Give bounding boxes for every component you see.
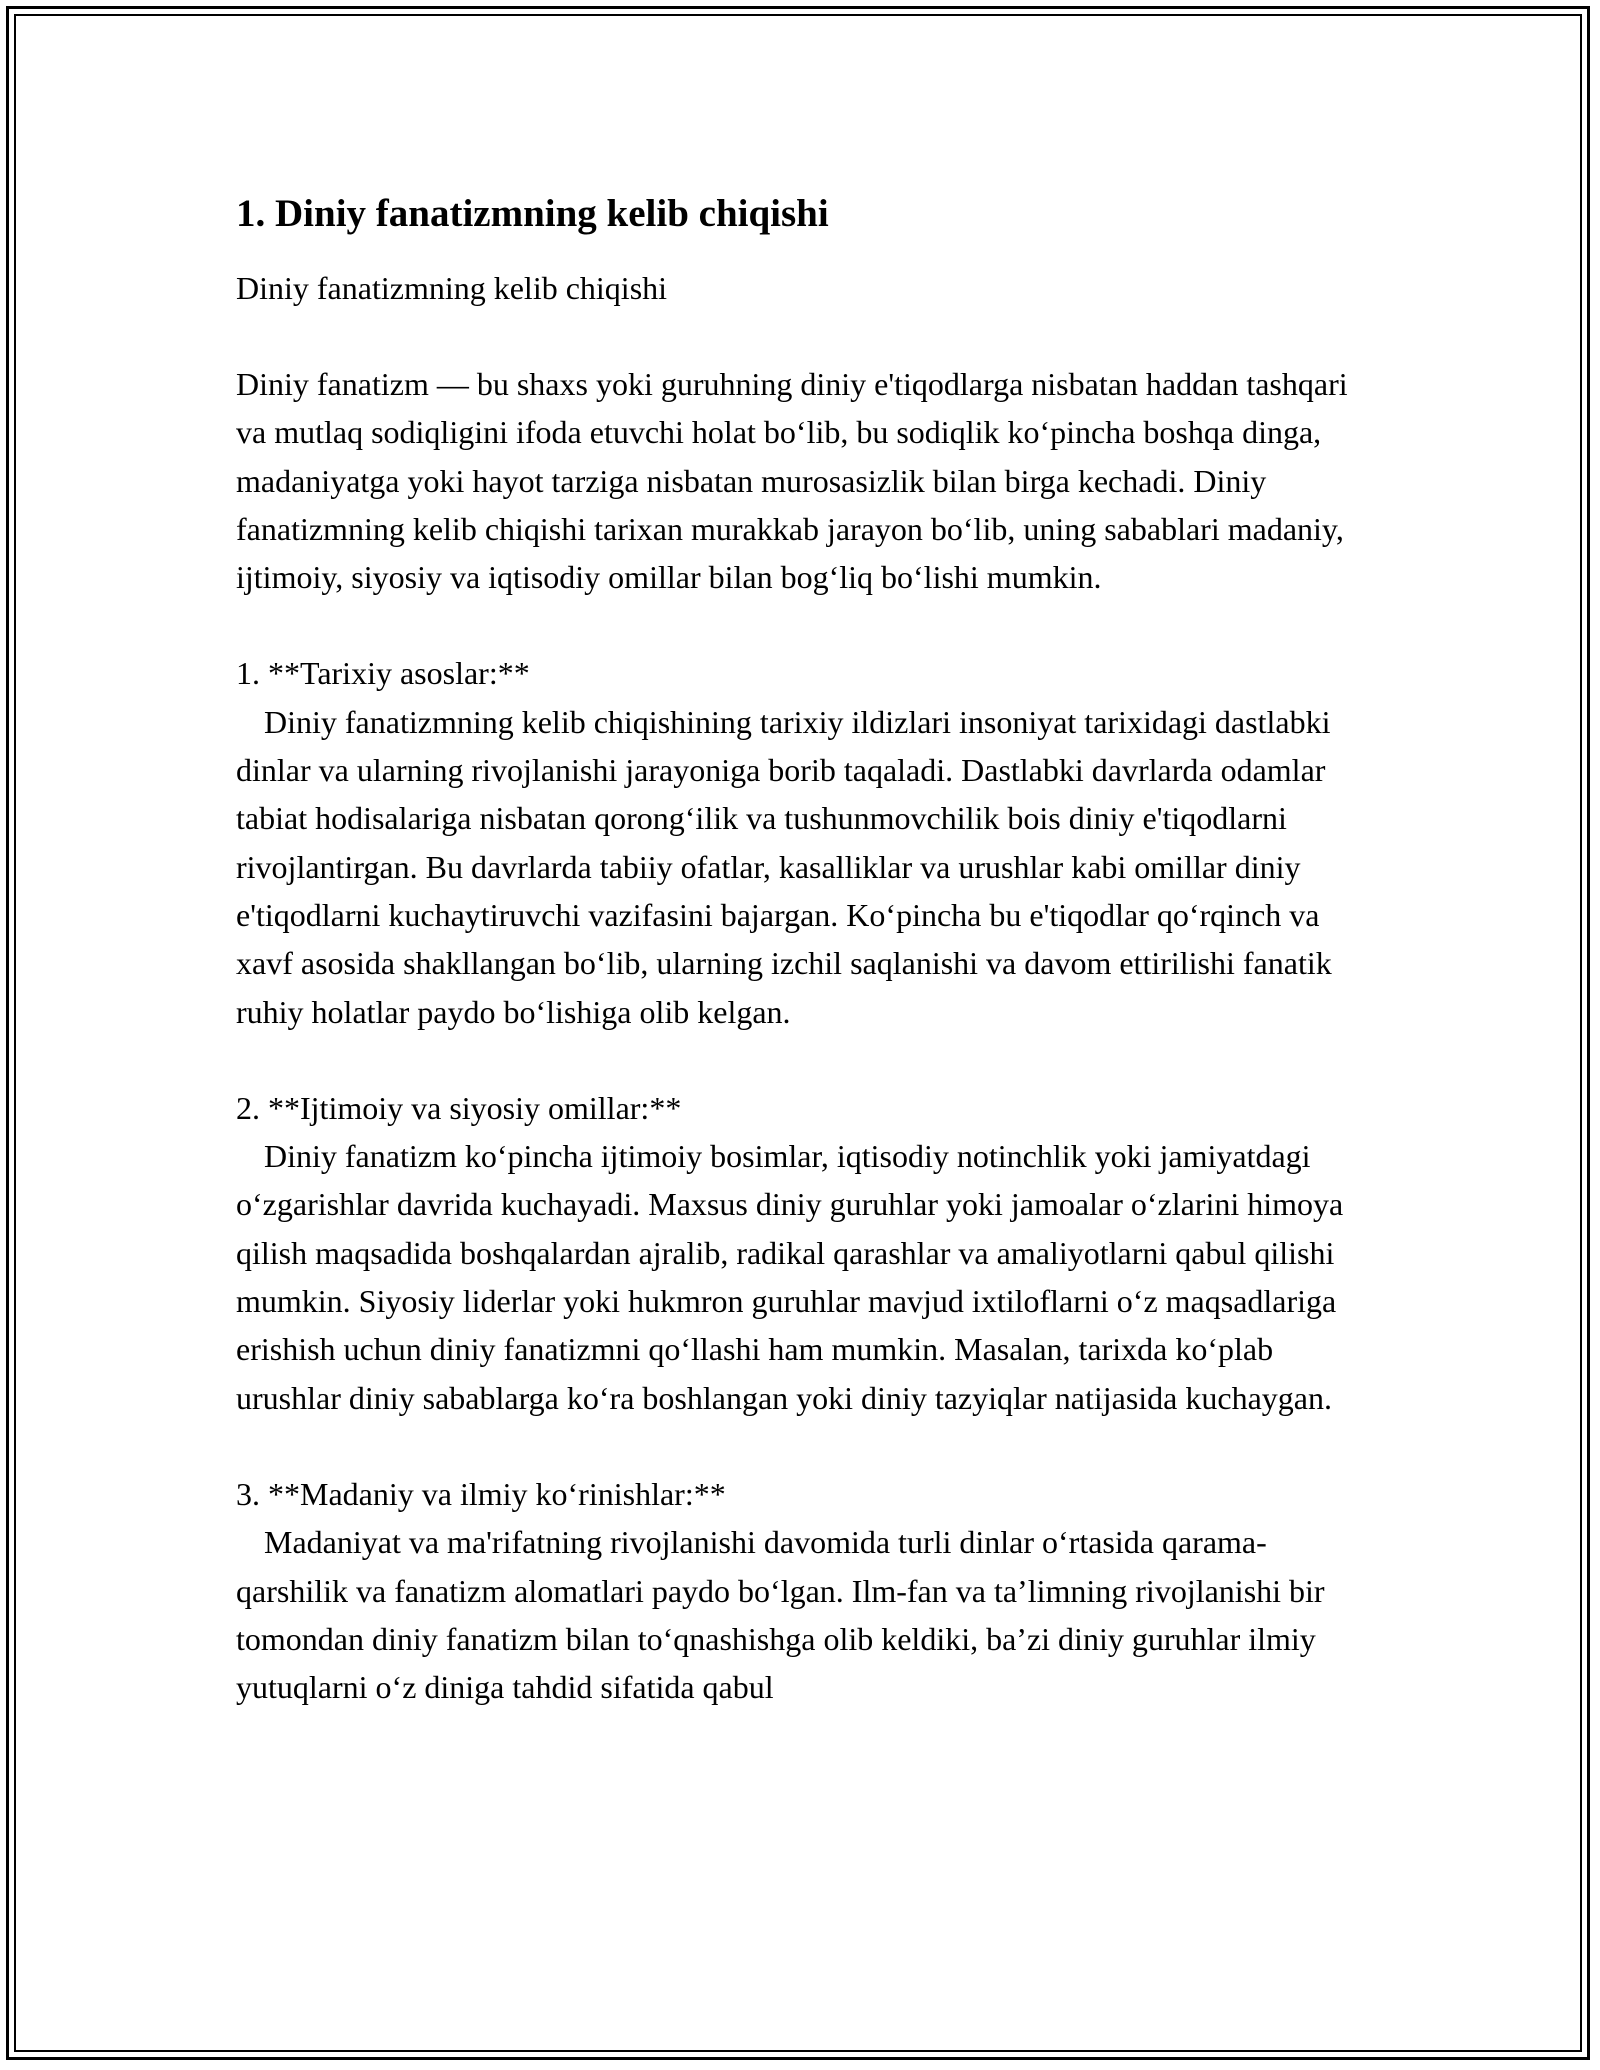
section-body: Diniy fanatizmning kelib chiqishining tarixiy ildizlari insoniyat tarixidagi dastlabki dinlar va ularning rivojlanishi jarayoniga borib taqaladi. Dastlabki davrlarda odamlar tabiat hodisalariga nisbatan qorong‘ilik va tushunmovchilik bois diniy e'tiqodlarni rivojlantirgan. Bu davrlarda tabiiy ofatlar, kasalliklar va urushlar kabi omillar diniy e'tiqodlarni kuchaytiruvchi vazifasini bajargan. Ko‘pincha bu e'tiqodlar qo‘rqinch va xavf asosida shakllangan bo‘lib, ularning izchil saqlanishi va davom ettirilishi fanatik ruhiy holatlar paydo bo‘lishiga olib kelgan. [236, 703, 1332, 1030]
section-heading: 2. **Ijtimoiy va siyosiy omillar:** [236, 1089, 682, 1126]
document-content [236, 190, 1376, 1759]
section-cultural-scientific-views [236, 1470, 1376, 1711]
document-subtitle: Diniy fanatizmning kelib chiqishi [236, 270, 668, 306]
intro-paragraph: Diniy fanatizm — bu shaxs yoki guruhning diniy e'tiqodlarga nisbatan haddan tashqari va mutlaq sodiqligini ifoda etuvchi holat bo‘lib, bu sodiqlik ko‘pincha boshqa dinga, madaniyatga yoki hayot tarziga nisbatan murosasizlik bilan birga kechadi. Diniy fanatizmning kelib chiqishi tarixan murakkab jarayon bo‘lib, uning sabablari madaniy, ijtimoiy, siyosiy va iqtisodiy omillar bilan bog‘liq bo‘lishi mumkin. [236, 366, 1348, 596]
section-body: Madaniyat va ma'rifatning rivojlanishi davomida turli dinlar o‘rtasida qarama-qarshilik va fanatizm alomatlari paydo bo‘lgan. Ilm-fan va ta’limning rivojlanishi bir tomondan diniy fanatizm bilan to‘qnashishga olib keldiki, ba’zi diniy guruhlar ilmiy yutuqlarni o‘z diniga tahdid sifatida qabul [236, 1524, 1325, 1706]
section-body: Diniy fanatizm ko‘pincha ijtimoiy bosimlar, iqtisodiy notinchlik yoki jamiyatdagi o‘zgarishlar davrida kuchayadi. Maxsus diniy guruhlar yoki jamoalar o‘zlarini himoya qilish maqsadida boshqalardan ajralib, radikal qarashlar va amaliyotlarni qabul qilishi mumkin. Siyosiy liderlar yoki hukmron guruhlar mavjud ixtiloflarni o‘z maqsadlariga erishish uchun diniy fanatizmni qo‘llashi ham mumkin. Masalan, tarixda ko‘plab urushlar diniy sabablarga ko‘ra boshlangan yoki diniy tazyiqlar natijasida kuchaygan. [236, 1138, 1344, 1416]
section-heading: 3. **Madaniy va ilmiy ko‘rinishlar:** [236, 1475, 726, 1512]
section-social-political-factors [236, 1084, 1376, 1422]
section-historical-foundations [236, 649, 1376, 1035]
document-title: 1. Diniy fanatizmning kelib chiqishi [236, 192, 829, 235]
section-heading: 1. **Tarixiy asoslar:** [236, 655, 530, 692]
